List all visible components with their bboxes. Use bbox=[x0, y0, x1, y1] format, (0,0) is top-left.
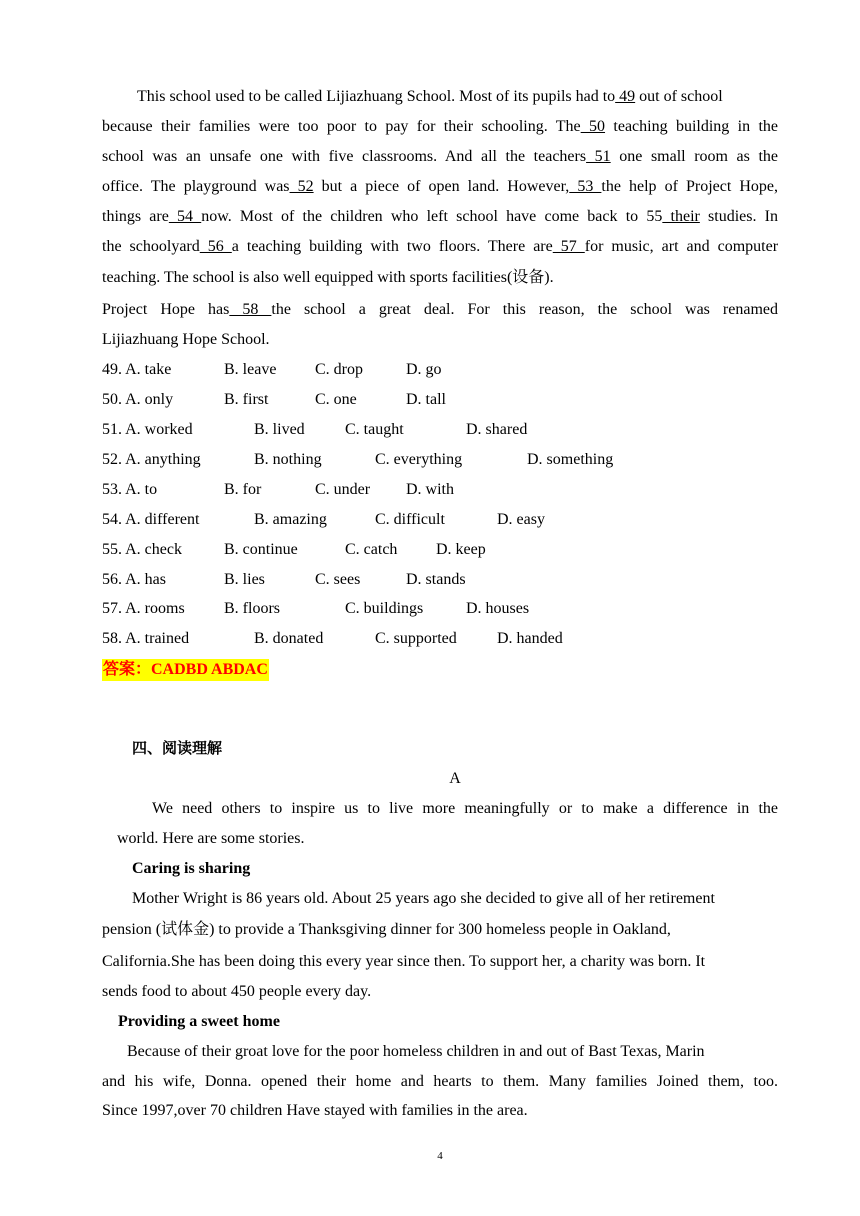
story1-line-3: California.She has been doing this every year since then. To support her, a charity was born. It bbox=[102, 953, 706, 970]
blank-56: 56 bbox=[199, 238, 232, 255]
story2-line-1: Because of their groat love for the poor homeless children in and out of Bast Texas, Marin bbox=[127, 1043, 705, 1060]
blank-57: 57 bbox=[552, 238, 585, 255]
option-b: B. leave bbox=[224, 361, 277, 378]
option-a: 56. A. has bbox=[102, 571, 166, 588]
option-a: 54. A. different bbox=[102, 511, 200, 528]
passage-line-8: Project Hope has 58 the school a great deal. For this reason, the school was renamed bbox=[102, 301, 779, 318]
option-b: B. nothing bbox=[254, 451, 322, 468]
option-b: B. floors bbox=[224, 600, 280, 617]
option-c: C. taught bbox=[345, 421, 404, 438]
option-a: 49. A. take bbox=[102, 361, 172, 378]
section-title: 四、阅读理解 bbox=[132, 739, 223, 757]
answer-key: 答案：CADBD ABDAC bbox=[102, 659, 269, 681]
option-d: D. keep bbox=[436, 541, 486, 558]
option-b: B. for bbox=[224, 481, 262, 498]
option-a: 57. A. rooms bbox=[102, 600, 185, 617]
option-a: 53. A. to bbox=[102, 481, 158, 498]
passage-label: A bbox=[449, 770, 461, 787]
option-c: C. supported bbox=[375, 630, 457, 647]
option-c: C. under bbox=[315, 481, 371, 498]
passage-line-3: school was an unsafe one with five classrooms. And all the teachers 51 one small room as the bbox=[102, 148, 779, 165]
reading-intro-line-2: world. Here are some stories. bbox=[117, 830, 305, 847]
option-b: B. lived bbox=[254, 421, 305, 438]
option-b: B. continue bbox=[224, 541, 298, 558]
option-d: D. houses bbox=[466, 600, 530, 617]
option-d: D. easy bbox=[497, 511, 545, 528]
option-b: B. donated bbox=[254, 630, 324, 647]
option-c: C. one bbox=[315, 391, 357, 408]
story-heading-home: Providing a sweet home bbox=[118, 1013, 280, 1030]
story1-line-4: sends food to about 450 people every day. bbox=[102, 983, 372, 1000]
passage-line-9: Lijiazhuang Hope School. bbox=[102, 331, 270, 348]
option-d: D. something bbox=[527, 451, 614, 468]
option-c: C. sees bbox=[315, 571, 361, 588]
option-c: C. drop bbox=[315, 361, 363, 378]
passage-line-2: because their families were too poor to pay for their schooling. The 50 teaching building in the bbox=[102, 118, 778, 135]
blank-50: 50 bbox=[580, 118, 606, 135]
option-c: C. catch bbox=[345, 541, 398, 558]
blank-58: 58 bbox=[229, 301, 272, 318]
story-heading-caring: Caring is sharing bbox=[132, 860, 251, 877]
blank-51: 51 bbox=[586, 148, 611, 165]
option-b: B. lies bbox=[224, 571, 265, 588]
option-d: D. stands bbox=[406, 571, 466, 588]
option-a: 58. A. trained bbox=[102, 630, 190, 647]
option-d: D. tall bbox=[406, 391, 446, 408]
passage-line-6: the schoolyard 56 a teaching building with two floors. There are 57 for music, art and computer bbox=[102, 238, 779, 255]
reading-intro-line-1: We need others to inspire us to live more meaningfully or to make a difference in the bbox=[152, 800, 778, 817]
blank-54: 54 bbox=[168, 208, 202, 225]
option-a: 50. A. only bbox=[102, 391, 174, 408]
story1-line-2: pension (试体金) to provide a Thanksgiving dinner for 300 homeless people in Oakland, bbox=[102, 921, 671, 938]
option-a: 51. A. worked bbox=[102, 421, 193, 438]
option-c: C. buildings bbox=[345, 600, 424, 617]
option-d: D. handed bbox=[497, 630, 563, 647]
story2-line-2: and his wife, Donna. opened their home and hearts to them. Many families Joined them, too. bbox=[102, 1073, 778, 1090]
blank-55: their bbox=[662, 208, 700, 225]
passage-line-4: office. The playground was 52 but a piece of open land. However, 53 the help of Project Hope, bbox=[102, 178, 779, 195]
story2-line-3: Since 1997,over 70 children Have stayed with families in the area. bbox=[102, 1102, 528, 1119]
passage-line-5: things are 54 now. Most of the children who left school have come back to 55 their studies. In bbox=[102, 208, 778, 225]
option-d: D. with bbox=[406, 481, 454, 498]
option-b: B. first bbox=[224, 391, 269, 408]
page-number: 4 bbox=[437, 1150, 443, 1162]
story1-line-1: Mother Wright is 86 years old. About 25 years ago she decided to give all of her retirement bbox=[132, 890, 715, 907]
passage-line-7: teaching. The school is also well equipped with sports facilities(设备). bbox=[102, 269, 554, 286]
option-a: 52. A. anything bbox=[102, 451, 201, 468]
option-d: D. shared bbox=[466, 421, 528, 438]
option-a: 55. A. check bbox=[102, 541, 182, 558]
blank-52: 52 bbox=[289, 178, 314, 195]
option-d: D. go bbox=[406, 361, 442, 378]
option-b: B. amazing bbox=[254, 511, 327, 528]
passage-line-1: This school used to be called Lijiazhuang School. Most of its pupils had to 49 out of school bbox=[137, 88, 723, 105]
option-c: C. difficult bbox=[375, 511, 445, 528]
blank-49: 49 bbox=[615, 88, 636, 105]
option-c: C. everything bbox=[375, 451, 463, 468]
blank-53: 53 bbox=[569, 178, 602, 195]
